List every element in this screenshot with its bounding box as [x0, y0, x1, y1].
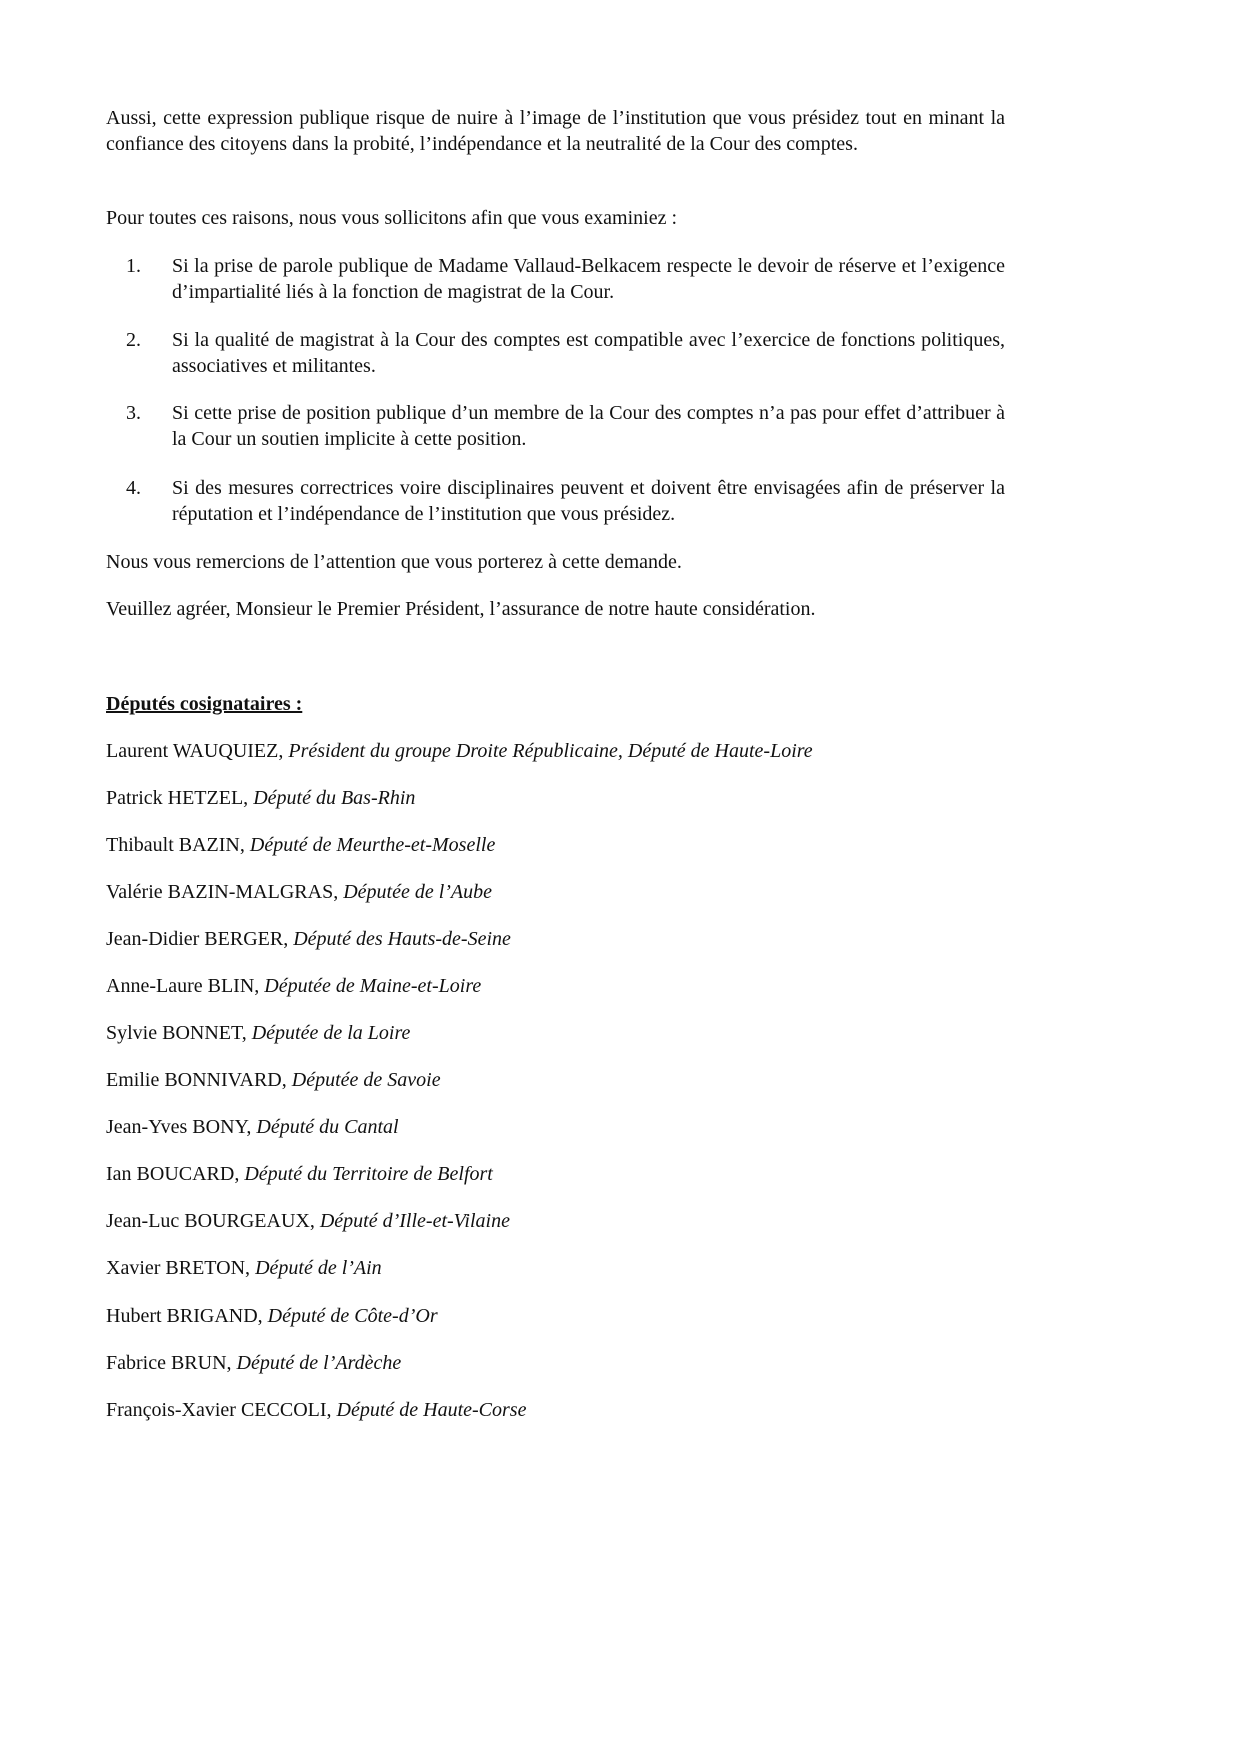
- paragraph-closing: Veuillez agréer, Monsieur le Premier Président, l’assurance de notre haute considération.: [106, 598, 816, 620]
- signatory-role: Président du groupe Droite Républicaine, Député de Haute-Loire: [288, 740, 813, 762]
- list-number: 4.: [126, 477, 141, 499]
- signatory: [106, 973, 481, 999]
- signatory-name: Fabrice BRUN,: [106, 1352, 237, 1374]
- signatory-role: Député de Meurthe-et-Moselle: [249, 834, 496, 856]
- list-number: 2.: [126, 329, 141, 351]
- signatory: [106, 1255, 382, 1281]
- signatory-name: Hubert BRIGAND,: [106, 1305, 268, 1327]
- signatory-role: Député du Territoire de Belfort: [244, 1163, 493, 1185]
- signatory: [106, 1067, 441, 1093]
- signatory-name: Ian BOUCARD,: [106, 1163, 245, 1185]
- signatory: [106, 1020, 410, 1046]
- signatory-name: Jean-Luc BOURGEAUX,: [106, 1210, 320, 1232]
- signatory-name: François-Xavier CECCOLI,: [106, 1399, 337, 1421]
- signatory: [106, 1397, 526, 1423]
- list-text: Si la prise de parole publique de Madame Vallaud-Belkacem respecte le devoir de réserve et l’exigence d’impartialité liés à la fonction de magistrat de la Cour.: [172, 255, 1005, 303]
- signatory-name: Emilie BONNIVARD,: [106, 1069, 292, 1091]
- signatory: [106, 1161, 493, 1187]
- signatory: [106, 832, 495, 858]
- signatory-role: Député du Bas-Rhin: [253, 787, 416, 809]
- signatory-role: Député de l’Ardèche: [236, 1352, 402, 1374]
- signatory: [106, 879, 492, 905]
- signatory: [106, 738, 813, 764]
- list-text: Si des mesures correctrices voire disciplinaires peuvent et doivent être envisagées afin de préserver la réputation et l’indépendance de l’institution que vous présidez.: [172, 477, 1005, 525]
- signatory-name: Sylvie BONNET,: [106, 1022, 252, 1044]
- signatory-role: Député de l’Ain: [255, 1257, 382, 1279]
- signatory-name: Anne-Laure BLIN,: [106, 975, 265, 997]
- signatory-role: Député d’Ille-et-Vilaine: [319, 1210, 510, 1232]
- signatory: [106, 785, 415, 811]
- signatory-name: Xavier BRETON,: [106, 1257, 256, 1279]
- signatory-name: Laurent WAUQUIEZ,: [106, 740, 289, 762]
- signatory: [106, 1208, 510, 1234]
- signatory-role: Députée de Maine-et-Loire: [264, 975, 482, 997]
- list-number: 3.: [126, 402, 141, 424]
- paragraph-request: Pour toutes ces raisons, nous vous sollicitons afin que vous examiniez :: [106, 207, 678, 229]
- paragraph-thanks: Nous vous remercions de l’attention que vous porterez à cette demande.: [106, 551, 682, 573]
- signatory-role: Député du Cantal: [256, 1116, 399, 1138]
- signatory: [106, 1350, 401, 1376]
- signatory: [106, 1303, 438, 1329]
- signatory-name: Jean-Didier BERGER,: [106, 928, 294, 950]
- list-text: Si la qualité de magistrat à la Cour des comptes est compatible avec l’exercice de fonctions politiques, associatives et militantes.: [172, 329, 1005, 377]
- list-number: 1.: [126, 255, 141, 277]
- list-text: Si cette prise de position publique d’un membre de la Cour des comptes n’a pas pour effet d’attribuer à la Cour un soutien implicite à cette position.: [172, 402, 1005, 450]
- signatory-role: Députée de la Loire: [251, 1022, 411, 1044]
- signatory-name: Jean-Yves BONY,: [106, 1116, 257, 1138]
- signatory-name: Patrick HETZEL,: [106, 787, 254, 809]
- signatory-name: Thibault BAZIN,: [106, 834, 250, 856]
- signatory-role: Député des Hauts-de-Seine: [293, 928, 511, 950]
- signatories-heading: Députés cosignataires :: [106, 693, 303, 715]
- paragraph-intro: Aussi, cette expression publique risque de nuire à l’image de l’institution que vous présidez tout en minant la confiance des citoyens dans la probité, l’indépendance et la neutralité de la Cour des comptes.: [106, 107, 1005, 155]
- signatory-role: Députée de l’Aube: [343, 881, 493, 903]
- signatory: [106, 1114, 399, 1140]
- signatory-name: Valérie BAZIN-MALGRAS,: [106, 881, 344, 903]
- signatory-role: Député de Côte-d’Or: [267, 1305, 438, 1327]
- signatory-role: Députée de Savoie: [291, 1069, 441, 1091]
- signatory: [106, 926, 511, 952]
- signatory-role: Député de Haute-Corse: [336, 1399, 527, 1421]
